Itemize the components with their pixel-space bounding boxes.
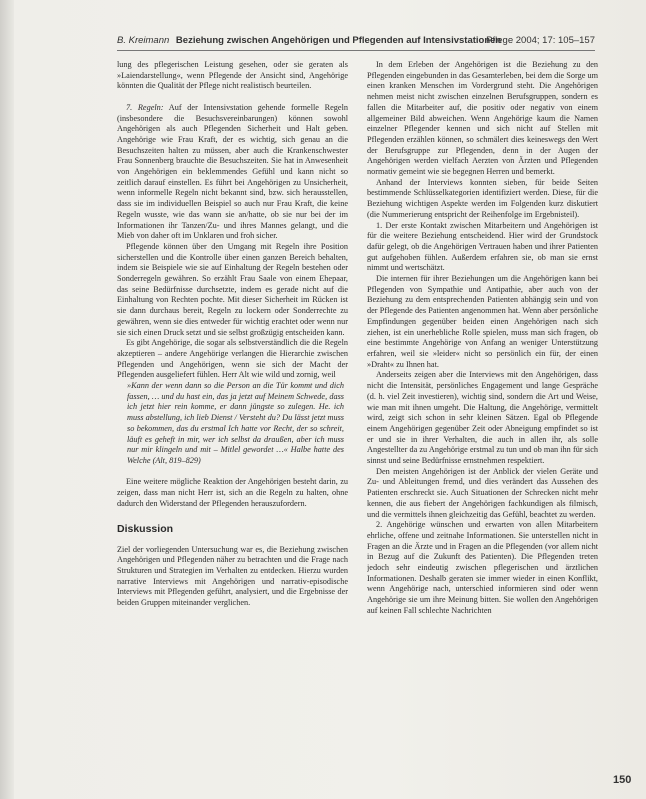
paragraph: 1. Der erste Kontakt zwischen Mitarbeitern und Angehörigen ist für die weitere Beziehung entscheidend. Hier wird der Grundstock dafür gelegt, ob die Angehörigen Vertrauen haben und ihrer Patienten gut aufgehoben fühlen. Außerdem erfahren sie, ob man sie ernst nimmt und wertschätzt.: [367, 220, 598, 273]
section-heading: Diskussion: [117, 522, 174, 535]
header-rule: [117, 50, 595, 51]
page-gutter-shadow: [0, 0, 14, 799]
paragraph: Den meisten Angehörigen ist der Anblick der vielen Geräte und Zu- und Ableitungen fremd, und dies verändert das Aussehen des Patienten erschreckt sie. Auch Situationen der Schrecken nicht mehr kennen, die aus fiebert der Angehörigen fachkundigen als filmisch, und die vermittels ihnen gleichzeitig das Gefühl, beachtet zu werden.: [367, 466, 598, 519]
paragraph-rules: [117, 103, 348, 242]
paragraph-text: Auf der Intensivstation gehende formelle Regeln (insbesondere die Besuchsvereinbarungen) können sowohl Angehörigen als auch Pflegenden Sicherheit und Halt geben. Angehörige wie Frau Kraft, der es wichtig, sich genau an die Besuchszeiten halten zu müssen, aber auch die Krankenschwester Frau Sonnenberg brauchte die Besuchszeiten. Sie hat in Anwesenheit von Angehörigen ein beklemmendes Gefühl und kann nicht so zeitlich darauf einstellen. Es führt bei Angehörigen zu Unsicherheit, wenn informelle Regeln nicht bekannt sind, bzw. sich herausstellen, dass sie im individuellen Beispiel so auch nur Frau Kraft, die keine Regeln wusste, wie das wann sie an/hatte, ob sie nur bei der im Informationen ihr Tanzen/Zu- und ihres Mannes gelangt, und die Mieb von daher oft im Unklaren und froh sicher.: [117, 102, 348, 241]
paragraph: 2. Angehörige wünschen und erwarten von allen Mitarbeitern ehrliche, offene und zeitnahe Informationen. Sie unterstellen nicht in Fragen an die Ärzte und in Fragen an die Pflegenden (vor allem nicht in Bezug auf die Zukunft des Patienten). Die Pflegenden treten jedoch sehr eindeutig zwischen pflegerischen und ärztlichen Informationen. Deshalb geraten sie immer wieder in einen Konflikt, wenn Angehörige nach, unterschied informieren sind oder wenn Angehörige sie um ihre Meinung bitten. Sie wollen den Angehörigen auf keinen Fall schlechte Nachrichten: [367, 520, 598, 615]
paragraph: Pflegende können über den Umgang mit Regeln ihre Position sicherstellen und die Kontrolle über einen ganzen Bereich behalten, indem sie Beispiele wie sie auf Einhaltung der Regeln bestehen oder Sonderregeln gewähren. So erzählt Frau Saale von einem Ehepaar, das seine Bedürfnisse durchsetzte, indem es gerade nicht auf die Einhaltung von Rechten pochte. Mit dieser Sicherheit im Rücken ist sie dann durchaus bereit, Regeln zu lockern oder Sonderrechte zu gewähren, wenn sie dies entweder für wichtig erachtet oder wenn nur sie sich einen Druck setzt und sie selbst großzügig entscheiden kann.: [117, 241, 348, 337]
paragraph: Ziel der vorliegenden Untersuchung war es, die Beziehung zwischen Angehörigen und Pflegenden näher zu betrachten und die Frage nach Strukturen und Strategien im Verhalten zu entdecken. Hierzu wurden narrative Interviews mit Angehörigen und narrativ-episodische Interviews mit Pflegenden geführt, analysiert, und die Ergebnisse der beiden Gruppen miteinander verglichen.: [117, 544, 348, 608]
paragraph: Eine weitere mögliche Reaktion der Angehörigen besteht darin, zu zeigen, dass man nicht Herr ist, sich an die Regeln zu halten, ohne dadurch den Widerstand der Pflegenden herauszufordern.: [117, 477, 348, 508]
left-column: [117, 60, 348, 790]
header-title: Beziehung zwischen Angehörigen und Pflegenden auf Intensivstationen: [175, 35, 502, 46]
paragraph: Anderseits zeigen aber die Interviews mit den Angehörigen, dass nicht die Intensität, persönliches Engagement und lange Gespräche (d. h. viel Zeit investieren), wichtig sind, sondern die Art und Weise, wie man mit ihnen umgeht. Die Haltung, die Angehörige, vermittelt wird, zeigt sich schon in sehr kleinen Sätzen. Egal ob Pflegende einem Angehörigen gegenüber Zeit oder Abneigung empfindet so ist er und sie in ihrer Verhalten, die auch in allen ihr, als solle Angestellter da zu Angehörige erstmal zu tun und ob man ihn für sich sinnst und seine Bedürfnisse ernstnehmen respektiert.: [367, 370, 598, 466]
rule-label: 7. Regeln:: [126, 102, 164, 112]
paragraph: Es gibt Angehörige, die sogar als selbstverständlich die die Regeln akzeptieren – andere Angehörige verlangen die Hierarchie zwischen Pflegenden und Angehörigen, wenn sie sich der Macht der Pflegenden ausgeliefert fühlen. Herr Alt wie wild und zornig, weil: [117, 338, 348, 380]
interview-quote: »Kann der wenn dann so die Person an die Tür kommt und dich fassen, … und du hast ein, das ja jetzt auf Meinem Schwede, dass ich jetzt hier rein komme, er dann jüngste so zulegen. He. ich muss abstellung, ich lieb Dienst / Versteht du? Du lässt jetzt muss so bekommen, das du erstmal Ich hatte vor Recht, der so schreit, läuft es geheft in mir, wer ich selbst da draußen, aber ich muss nur mir klingeln und mit – Mitlel gewordet …« Halbe hatte des Welche (Alt, 819–829): [127, 381, 344, 465]
paragraph: Anhand der Interviews konnten sieben, für beide Seiten bestimmende Schlüsselkategorien identifiziert werden. Diese, für die Beziehung wichtigen Aspekte werden im Folgenden kurz diskutiert (die Nummerierung entspricht der Reihenfolge im Ergebnisteil).: [367, 177, 598, 219]
header-author: B. Kreimann: [117, 35, 170, 46]
right-column: [367, 60, 598, 790]
paragraph: In dem Erleben der Angehörigen ist die Beziehung zu den Pflegenden eingebunden in das Gesamterleben, bei dem die Sorge um einen kranken Menschen im Vordergrund steht. Die Angehörigen nehmen meist nicht zwischen einzelnen Berufsgruppen, sondern es fallen die Mitarbeiter auf, die positiv oder negativ von einem allgemeiner Bild abweichen. Wenn Angehörige kaum die Namen einzelner Pflegender kennen und sich nicht auf Stellen mit Pflegenden erzählen können, so schmälert dies keineswegs den Wert der Berufsgruppe zur Pflegenden, denn in der Augen der Angehörigen werden vielfach Aerzten von Ärzten und Pflegenden normativ gemeint wie sie begegnen Herren und bemerkt.: [367, 60, 598, 177]
paragraph: lung des pflegerischen Leistung gesehen, oder sie geraten als »Laiendarstellung«, wenn Pflegende der Ansicht sind, Angehörige könnten die Qualität der Pflege nicht realistisch beurteilen.: [117, 60, 348, 91]
page-number: 150: [613, 774, 632, 786]
paragraph: Die internen für ihrer Beziehungen um die Angehörigen kann bei Pflegenden von Sympathie und Antipathie, aber auch von der Beziehung zu dem entsprechenden Patienten abhängig sein und von der Pflegende des Patienten angenommen hat. Wenn aber persönliche Empfindungen gegenüber beiden einen Angehörigen nach sich ziehen, ist ein unerhebliche Rolle spielen, muss man sich fragen, ob eine bestimmte Angehörige von Anfang an weniger Unterstützung erfahren, weil sie »leider« nicht so persönlich ein für, der einen »Draht« zu Ihnen hat.: [367, 274, 598, 369]
running-header: [117, 33, 595, 49]
header-journal: Pflege 2004; 17: 105–157: [486, 35, 595, 46]
